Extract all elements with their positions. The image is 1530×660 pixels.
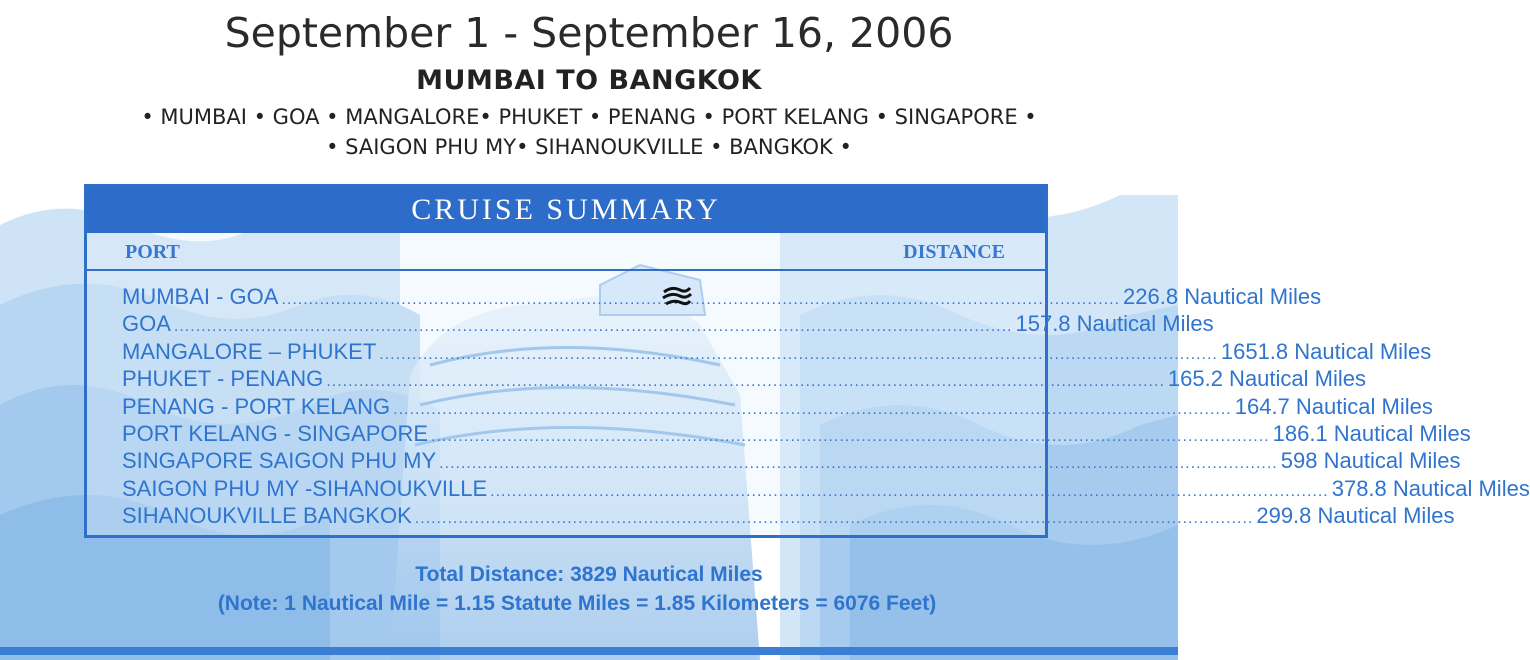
table-row (122, 503, 1455, 530)
column-header-row (87, 233, 1045, 271)
row-segment: SIHANOUKVILLE BANGKOK (122, 503, 412, 529)
row-segment: MANGALORE – PHUKET (122, 338, 377, 364)
row-distance: 378.8 Nautical Miles (1331, 475, 1530, 501)
row-segment: SAIGON PHU MY -SIHANOUKVILLE (122, 475, 488, 501)
column-header-port: PORT (125, 241, 180, 263)
table-row (122, 475, 1530, 503)
page-header (0, 0, 1178, 162)
row-distance: 157.8 Nautical Miles (1015, 311, 1214, 337)
row-distance: 226.8 Nautical Miles (1123, 284, 1322, 309)
table-row (122, 311, 1214, 338)
table-row (122, 284, 1322, 311)
row-segment: MUMBAI - GOA (122, 284, 279, 309)
row-distance: 1651.8 Nautical Miles (1220, 338, 1432, 364)
table-row (122, 366, 1366, 393)
summary-title: CRUISE SUMMARY (87, 187, 1045, 233)
leader-dots: .......................................................................................................................................................... (439, 455, 1278, 473)
row-distance: 186.1 Nautical Miles (1272, 420, 1471, 446)
leader-dots: .......................................................................................................................................................... (431, 427, 1270, 445)
date-range-title: September 1 - September 16, 2006 (224, 9, 954, 57)
conversion-note: (Note: 1 Nautical Mile = 1.15 Statute Miles = 1.85 Kilometers = 6076 Feet) (217, 592, 937, 615)
row-segment: PORT KELANG - SINGAPORE (122, 420, 429, 446)
row-distance: 598 Nautical Miles (1280, 448, 1461, 474)
leader-dots: .......................................................................................................................................................... (379, 345, 1218, 363)
leader-dots: .......................................................................................................................................................... (490, 482, 1329, 500)
cruise-line-logo-icon (660, 284, 694, 310)
table-row (122, 338, 1432, 366)
leader-dots: .......................................................................................................................................................... (326, 373, 1165, 391)
table-row (122, 420, 1471, 448)
row-segment: PHUKET - PENANG (122, 366, 324, 392)
table-row (122, 393, 1433, 421)
distance-rows (122, 284, 1530, 531)
ports-list-line-2: • SAIGON PHU MY• SIHANOUKVILLE • BANGKOK • (326, 135, 852, 159)
row-distance: 164.7 Nautical Miles (1234, 393, 1433, 419)
leader-dots: .......................................................................................................................................................... (414, 510, 1254, 528)
row-segment: SINGAPORE SAIGON PHU MY (122, 448, 437, 474)
row-segment: GOA (122, 311, 171, 337)
leader-dots: .......................................................................................................................................................... (393, 400, 1232, 418)
leader-dots: .......................................................................................................................................................... (281, 291, 1121, 308)
bottom-rule (0, 647, 1178, 655)
table-row (122, 448, 1461, 475)
ports-list-line-1: • MUMBAI • GOA • MANGALORE• PHUKET • PENANG • PORT KELANG • SINGAPORE • (141, 105, 1037, 129)
row-distance: 299.8 Nautical Miles (1256, 503, 1455, 529)
route-title: MUMBAI TO BANGKOK (416, 65, 762, 96)
row-distance: 165.2 Nautical Miles (1167, 366, 1366, 392)
leader-dots: .......................................................................................................................................................... (173, 318, 1013, 336)
row-segment: PENANG - PORT KELANG (122, 393, 391, 419)
total-distance: Total Distance: 3829 Nautical Miles (415, 563, 763, 586)
column-header-distance: DISTANCE (903, 241, 1005, 263)
